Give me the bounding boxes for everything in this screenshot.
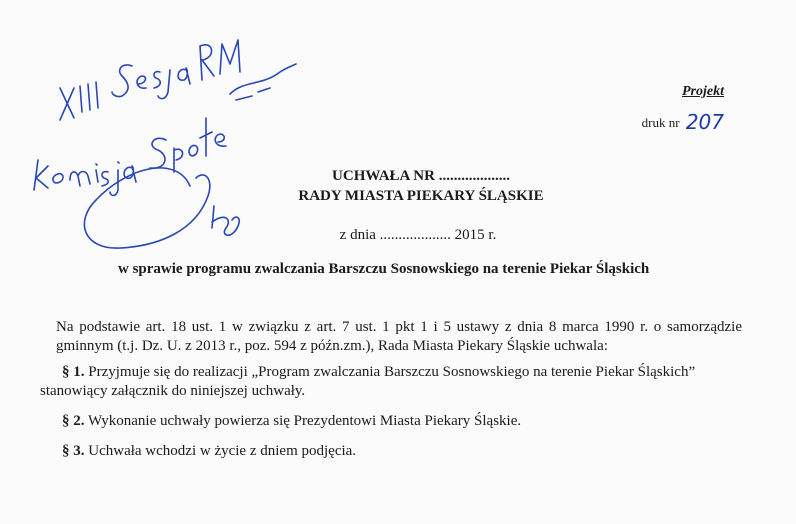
council-name: RADY MIASTA PIEKARY ŚLĄSKIE	[298, 188, 544, 204]
section-1	[40, 363, 742, 401]
legal-basis-line-1: Na podstawie art. 18 ust. 1 w związku z art. 7 ust. 1 pkt 1 i 5 ustawy z dnia 8 marca 1990 r. o samorządzie	[56, 319, 742, 335]
legal-basis-line-2: gminnym (t.j. Dz. U. z 2013 r., poz. 594 z późn.zm.), Rada Miasta Piekary Śląskie uchwala:	[56, 338, 608, 354]
section-3-label: § 3.	[62, 443, 85, 459]
section-1-text-line-1: Przyjmuje się do realizacji „Program zwalczania Barszczu Sosnowskiego na terenie Piekar Śląskich”	[88, 364, 696, 380]
handwritten-annotation	[0, 0, 320, 260]
resolution-date: z dnia ................... 2015 r.	[339, 227, 497, 243]
druk-number: 207	[685, 110, 724, 134]
section-1-text-line-2: stanowiący załącznik do niniejszej uchwały.	[40, 383, 306, 399]
section-2-label: § 2.	[62, 413, 85, 429]
resolution-title: UCHWAŁA NR ...................	[332, 168, 510, 184]
resolution-body	[40, 318, 742, 461]
section-1-label: § 1.	[62, 364, 85, 380]
section-3-text: Uchwała wchodzi w życie z dniem podjęcia.	[88, 443, 357, 459]
section-3	[62, 442, 742, 461]
projekt-label: Projekt	[682, 84, 724, 99]
legal-basis	[56, 318, 742, 356]
resolution-subject: w sprawie programu zwalczania Barszczu Sosnowskiego na terenie Piekar Śląskich	[118, 261, 650, 277]
section-2-text: Wykonanie uchwały powierza się Prezydentowi Miasta Piekary Śląskie.	[87, 413, 522, 429]
section-2	[62, 412, 742, 431]
druk-number-line	[642, 110, 724, 134]
druk-label: druk nr	[641, 115, 680, 130]
